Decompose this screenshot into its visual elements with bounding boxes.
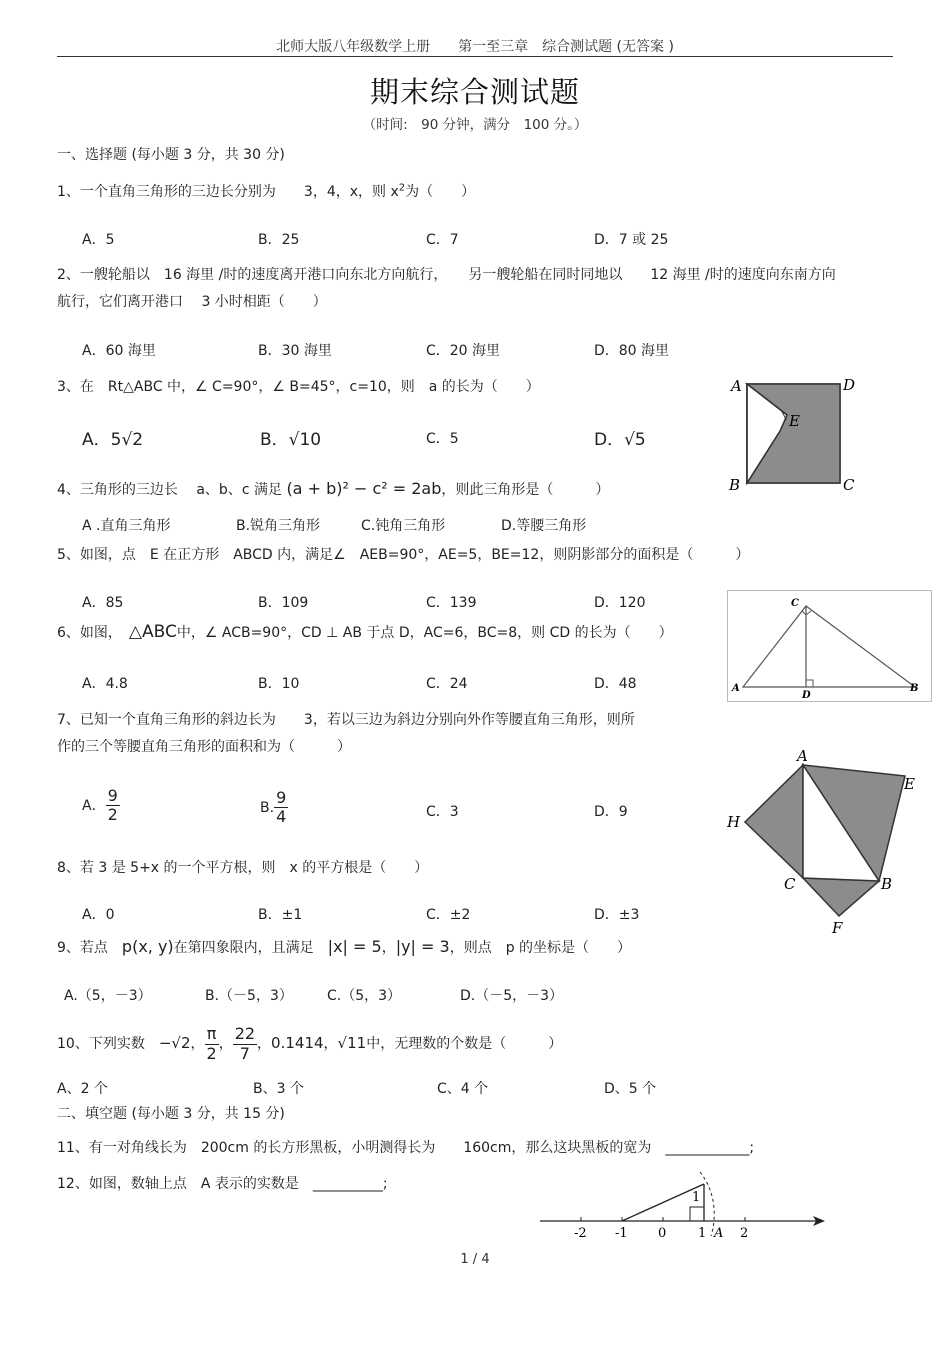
q3-option-c: C．5 — [426, 431, 459, 447]
q6-option-b: B．10 — [258, 676, 300, 692]
q10-frac-denominator: 7 — [239, 1043, 250, 1063]
q1-option-d: D．7 或 25 — [594, 232, 669, 248]
figure-triangle-abc — [727, 590, 932, 702]
label-e: E — [904, 775, 915, 793]
label-a: A — [797, 747, 808, 765]
q2-option-d: D．80 海里 — [594, 343, 670, 359]
section-fill-heading: 二、填空题 (每小题 3 分，共 15 分) — [57, 1106, 285, 1122]
q2-option-c: C．20 海里 — [426, 343, 501, 359]
q9-option-a: A.（5，－3） — [64, 988, 152, 1004]
q10-option-a: A、2 个 — [57, 1081, 108, 1097]
question-10-neg-root2: −√2 — [158, 1034, 191, 1052]
question-10: 10、下列实数 −√2， $\frac{\pi}{2}$ ， $\frac{22}{7}$ ，0.1414，√11中，无理数的个数是（ ） — [57, 1024, 563, 1063]
question-6-tail: 中，∠ ACB=90°，CD ⊥ AB 于点 D，AC=6，BC=8，则 CD 的长为（ ） — [176, 625, 673, 641]
question-4-formula: (a + b)² − c² = 2ab — [286, 479, 442, 498]
q2-option-a: A．60 海里 — [82, 343, 156, 359]
q4-option-d: D.等腰三角形 — [501, 518, 587, 534]
q7-option-a-fraction — [106, 787, 120, 825]
q6-option-c: C．24 — [426, 676, 468, 692]
page-number: 1 / 4 — [460, 1252, 490, 1267]
q10-frac-numerator: 22 — [234, 1024, 256, 1044]
question-10-decimal: 0.1414 — [271, 1034, 324, 1052]
q1-option-a: A．5 — [82, 232, 115, 248]
question-3: 3、在 Rt△ABC 中，∠ C=90°，∠ B=45°，c=10，则 a 的长为（ ） — [57, 379, 540, 395]
q8-option-d: D．±3 — [594, 907, 640, 923]
right-angle-mark — [690, 1207, 704, 1221]
q8-option-c: C．±2 — [426, 907, 471, 923]
q7-option-c: C．3 — [426, 804, 459, 820]
q1-option-b: B．25 — [258, 232, 300, 248]
label-b: B — [910, 683, 919, 694]
q2-option-b: B．30 海里 — [258, 343, 332, 359]
figure-square-abcd — [725, 372, 865, 500]
question-9-mid: 在第四象限内，且满足 — [173, 940, 314, 956]
q8-option-b: B．±1 — [258, 907, 303, 923]
question-4-tail: ，则此三角形是（ ） — [441, 482, 610, 498]
q6-option-d: D．48 — [594, 676, 637, 692]
figure-number-line — [538, 1170, 828, 1248]
label-d: D — [802, 690, 811, 701]
label-e: E — [789, 412, 800, 430]
tick-label-1: 1 — [698, 1226, 707, 1241]
question-9: 9、若点 p(x, y)在第四象限内，且满足 |x| = 5，|y| = 3，则点 p 的坐标是（ ） — [57, 937, 632, 956]
q4-option-b: B.锐角三角形 — [236, 518, 321, 534]
q6-option-a: A．4.8 — [82, 676, 128, 692]
figure-three-triangles — [722, 743, 928, 938]
q10-pi-numerator: π — [205, 1025, 219, 1044]
figure-frame — [728, 591, 932, 702]
label-c: C — [791, 598, 799, 609]
question-9-cond-y: |y| = 3 — [395, 937, 450, 956]
q5-option-d: D．120 — [594, 595, 646, 611]
q9-option-b: B.（－5，3） — [205, 988, 293, 1004]
right-angle-mark-d — [806, 680, 813, 687]
q10-option-b: B、3 个 — [253, 1081, 304, 1097]
section-choice-heading: 一、选择题 (每小题 3 分，共 30 分) — [57, 147, 285, 163]
q10-pi-denominator: 2 — [206, 1043, 217, 1063]
triangle-cfb — [803, 878, 879, 916]
question-2-line1: 2、一艘轮船以 16 海里 /时的速度离开港口向东北方向航行， 另一艘轮船在同时同地以 12 海里 /时的速度向东南方向 — [57, 267, 836, 283]
q1-option-c: C．7 — [426, 232, 459, 248]
q5-option-b: B．109 — [258, 595, 309, 611]
question-10-root11: √11 — [337, 1034, 367, 1052]
tick-label-2: 2 — [740, 1226, 749, 1241]
tick-label-0: 0 — [658, 1226, 667, 1241]
leg-length-label: 1 — [692, 1190, 701, 1205]
question-1-tail: 为（ ） — [405, 184, 476, 200]
triangle-ahc — [745, 765, 803, 878]
tick-label-neg1: -1 — [615, 1226, 628, 1241]
question-9-tail: ，则点 p 的坐标是（ ） — [449, 940, 632, 956]
q3-option-a: A．5√2 — [82, 430, 144, 450]
label-f: F — [832, 919, 843, 937]
q4-option-c: C.钝角三角形 — [361, 518, 446, 534]
label-a: A — [732, 683, 740, 694]
question-1-text: 1、一个直角三角形的三边长分别为 3，4，x，则 x — [57, 184, 399, 200]
q7-option-a — [82, 787, 120, 825]
point-a-label: A — [714, 1226, 724, 1241]
q7-option-d: D．9 — [594, 804, 628, 820]
q10-option-d: D、5 个 — [604, 1081, 657, 1097]
question-6-triangle: △ABC — [128, 622, 177, 642]
q4-option-a: A .直角三角形 — [82, 518, 171, 534]
label-b: B — [881, 875, 893, 893]
page-subtitle: （时间: 90 分钟，满分 100 分。） — [362, 117, 588, 133]
question-11: 11、有一对角线长为 200cm 的长方形黑板，小明测得长为 160cm，那么这块黑板的宽为 ____________; — [57, 1140, 755, 1156]
q7-option-a-label: A． — [82, 797, 106, 814]
label-c: C — [843, 476, 855, 494]
q7-b-denominator: 4 — [276, 807, 287, 827]
q7-a-numerator: 9 — [107, 786, 118, 805]
question-2-line2: 航行，它们离开港口 3 小时相距（ ） — [57, 294, 327, 310]
question-7-line2: 作的三个等腰直角三角形的面积和为（ ） — [57, 739, 351, 755]
question-10-tail: 中，无理数的个数是（ ） — [366, 1036, 563, 1052]
q7-a-denominator: 2 — [107, 805, 118, 825]
q5-option-a: A．85 — [82, 595, 124, 611]
label-d: D — [843, 376, 856, 394]
question-1 — [57, 181, 475, 201]
question-12: 12、如图，数轴上点 A 表示的实数是 __________; — [57, 1176, 388, 1192]
label-c: C — [784, 875, 796, 893]
question-10-text: 10、下列实数 — [57, 1036, 145, 1052]
q7-b-numerator: 9 — [276, 788, 287, 807]
label-a: A — [731, 377, 742, 395]
tick-label-neg2: -2 — [574, 1226, 587, 1241]
question-7-line1: 7、已知一个直角三角形的斜边长为 3，若以三边为斜边分别向外作等腰直角三角形，则所 — [57, 712, 635, 728]
header-rule — [57, 56, 893, 57]
question-9-text: 9、若点 — [57, 940, 108, 956]
q7-option-b-label: B. — [260, 799, 275, 816]
q9-option-d: D.（－5，－3） — [460, 988, 564, 1004]
question-5: 5、如图，点 E 在正方形 ABCD 内，满足∠ AEB=90°，AE=5，BE=12，则阴影部分的面积是（ ） — [57, 547, 750, 563]
q7-option-b — [260, 789, 288, 827]
q8-option-a: A．0 — [82, 907, 115, 923]
q10-option-c: C、4 个 — [437, 1081, 489, 1097]
question-10-22-7-fraction — [233, 1025, 257, 1063]
question-6 — [57, 622, 673, 642]
question-4-text: 4、三角形的三边长 a、b、c 满足 — [57, 482, 282, 498]
question-4 — [57, 479, 609, 499]
question-6-text: 6、如图， — [57, 625, 115, 641]
question-10-pi-fraction — [205, 1025, 219, 1063]
question-9-cond-x: |x| = 5 — [327, 937, 382, 956]
triangle-outline — [743, 606, 915, 687]
question-8: 8、若 3 是 5+x 的一个平方根，则 x 的平方根是（ ） — [57, 860, 429, 876]
label-b: B — [729, 476, 741, 494]
q5-option-c: C．139 — [426, 595, 477, 611]
page-header: 北师大版八年级数学上册 第一至三章 综合测试题 (无答案 ) — [276, 39, 674, 55]
question-1-sup: 2 — [398, 182, 406, 194]
label-h: H — [727, 813, 741, 831]
q3-option-b: B．√10 — [260, 430, 322, 450]
q9-option-c: C.（5，3） — [327, 988, 402, 1004]
q3-option-d: D．√5 — [594, 430, 646, 450]
page-title: 期末综合测试题 — [369, 75, 580, 109]
q7-option-b-fraction — [274, 789, 288, 827]
question-9-point: p(x, y) — [121, 937, 174, 956]
